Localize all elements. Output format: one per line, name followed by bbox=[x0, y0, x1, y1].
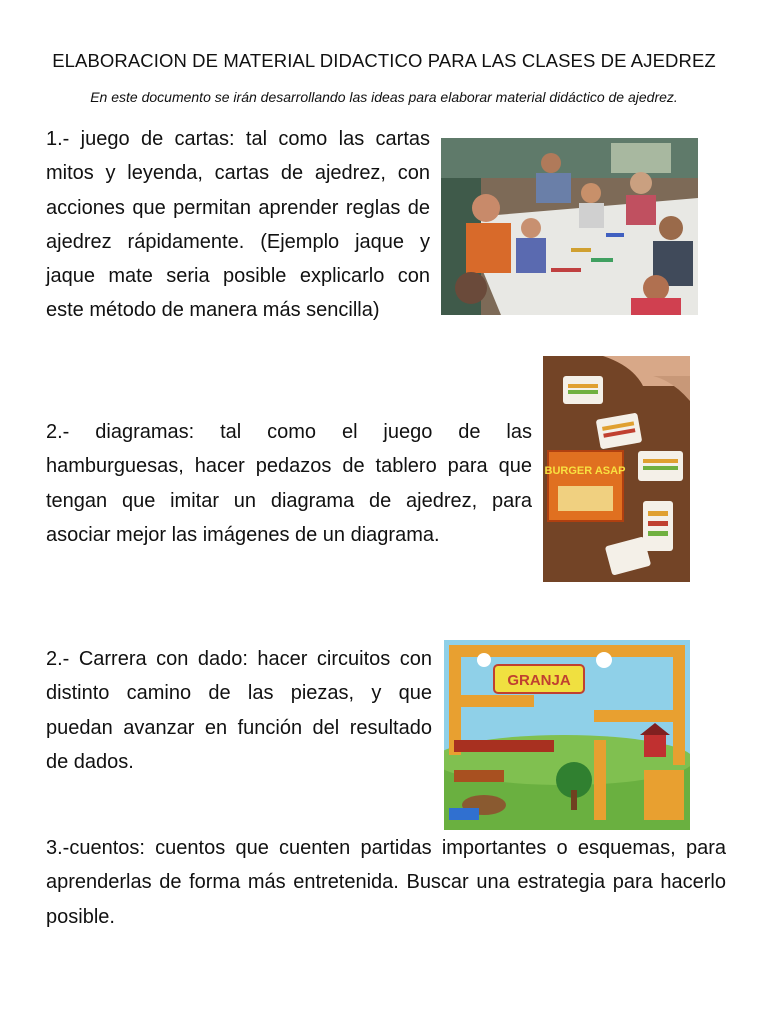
section-2-text: 2.- diagramas: tal como el juego de las hamburguesas, hacer pedazos de tablero para que tengan que imitar un diagrama de ajedrez, para asociar mejor las imágenes de un diagrama. bbox=[46, 421, 532, 546]
section-3-text: 2.- Carrera con dado: hacer circuitos con distinto camino de las piezas, y que puedan avanzar en función del resultado de dados. bbox=[46, 648, 432, 773]
burger-game-photo bbox=[543, 356, 690, 582]
section-4-text: 3.-cuentos: cuentos que cuenten partidas importantes o esquemas, para aprenderlas de forma más entretenida. Buscar una estrategia para hacerlo posible. bbox=[46, 837, 726, 928]
burger-box-label: BURGER ASAP bbox=[544, 465, 626, 477]
board-game-title: GRANJA bbox=[507, 672, 571, 689]
section-1-text: 1.- juego de cartas: tal como las cartas mitos y leyenda, cartas de ajedrez, con acciones que permitan aprender reglas de ajedrez rápidamente. (Ejemplo jaque y jaque mate seria posible explicarlo con este método de manera más sencilla) bbox=[46, 128, 430, 322]
document-subtitle: En este documento se irán desarrollando las ideas para elaborar material didáctico de ajedrez. bbox=[90, 89, 678, 105]
document-title: ELABORACION DE MATERIAL DIDACTICO PARA LAS CLASES DE AJEDREZ bbox=[52, 50, 716, 71]
board-game-photo bbox=[444, 640, 690, 830]
classroom-photo bbox=[441, 138, 698, 315]
